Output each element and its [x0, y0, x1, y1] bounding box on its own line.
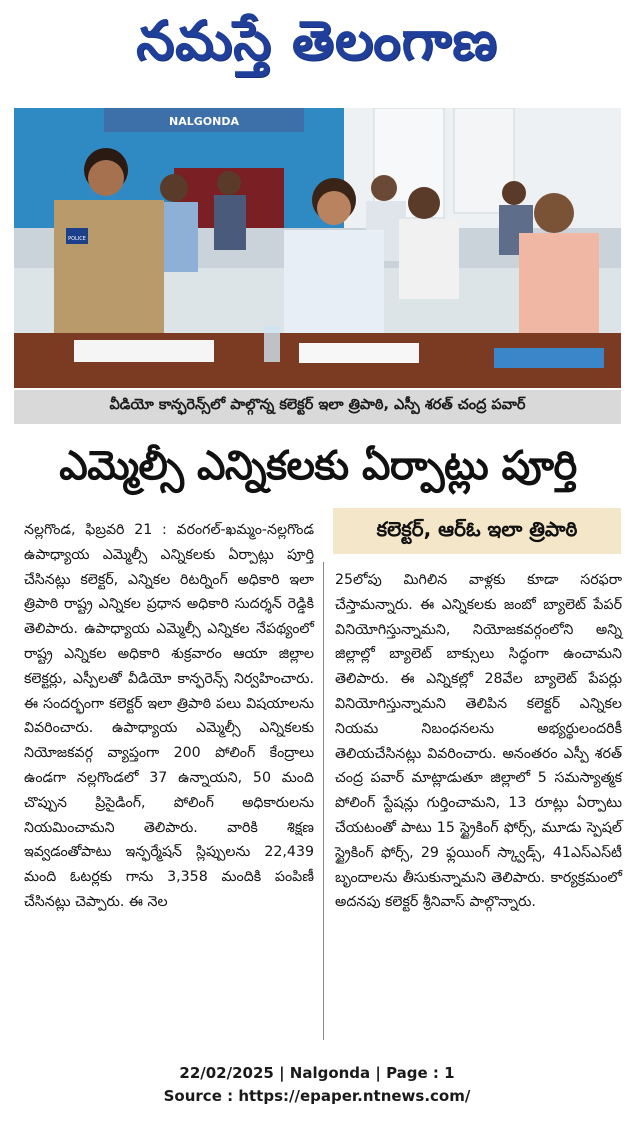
police-officer-left: [54, 200, 164, 350]
meeting-photo-illustration: [14, 108, 621, 388]
headline: ఎమ్మెల్సీ ఎన్నికలకు ఏర్పాట్లు పూర్తి: [59, 443, 577, 489]
article-right-text: 25లోపు మిగిలిన వాళ్లకు కూడా సరఫరా చేస్తామన్నారు. ఈ ఎన్నికలకు జంబో బ్యాలెట్ పేపర్ వినియోగిస్తున్నామని, నియోజకవర్గంలోని అన్ని జిల్లాల్లో బ్యాలెట్ బాక్సులు సిద్ధంగా ఉంచామని తెలిపారు. ఈ ఎన్నికల్లో 28వేల బ్యాలెట్ పేపర్లు వినియోగిస్తున్నామని తెలిపిన కలెక్టర్ ఎన్నికల నియమ నిబంధనలను అభ్యర్థులందరికీ తెలియచేసినట్లు వివరించారు. అనంతరం ఎస్పీ శరత్ చంద్ర పవార్ మాట్లాడుతూ జిల్లాలో 5 సమస్యాత్మక పోలింగ్ స్టేషన్లు గుర్తించామని, 13 రూట్లు ఏర్పాటు చేయటంతో పాటు 15 స్ట్రైకింగ్ ఫోర్స్, మూడు స్పెషల్ స్ట్రైకింగ్ ఫోర్స్, 29 ఫ్లయింగ్ స్క్వాడ్స్, 41ఎస్ఎస్‌టీ బృందాలను తీసుకున్నామని తెలిపారు. కార్యక్రమంలో అదనపు కలెక్టర్ శ్రీనివాస్ పాల్గొన్నారు.: [335, 572, 622, 911]
footer: [0, 1062, 634, 1108]
article-right-column: [335, 568, 622, 915]
news-photo: [14, 108, 621, 388]
column-divider: [323, 562, 324, 1040]
masthead: [0, 4, 634, 90]
police-badge-text: POLICE: [68, 236, 86, 242]
collector-center: [284, 230, 384, 340]
footer-source: Source : https://epaper.ntnews.com/: [163, 1087, 471, 1105]
photo-banner-text: NALGONDA: [169, 115, 239, 128]
newspaper-title: నమస్తే తెలంగాణ: [136, 8, 498, 72]
article-left-column: [24, 518, 314, 915]
footer-dateline: 22/02/2025 | Nalgonda | Page : 1: [179, 1064, 455, 1082]
officer-right: [519, 233, 599, 343]
photo-caption: వీడియో కాన్ఫరెన్స్‌లో పాల్గొన్న కలెక్టర్ ఇలా త్రిపాఠి, ఎస్పీ శరత్ చంద్ర పవార్: [14, 390, 621, 424]
subheadline: కలెక్టర్, ఆర్‌ఓ ఇలా త్రిపాఠి: [333, 508, 621, 554]
article-left-text: నల్లగొండ, ఫిబ్రవరి 21 : వరంగల్-ఖమ్మం-నల్లగొండ ఉపాధ్యాయ ఎమ్మెల్సీ ఎన్నికలకు ఏర్పాట్లు పూర్తి చేసినట్లు కలెక్టర్, ఎన్నికల రిటర్నింగ్ అధికారి ఇలా త్రిపాఠి రాష్ట్ర ఎన్నికల ప్రధాన అధికారి సుదర్శన్ రెడ్డికి తెలిపారు. ఉపాధ్యాయ ఎమ్మెల్సీ ఎన్నికల నేపథ్యంలో రాష్ట్ర ఎన్నికల అధికారి శుక్రవారం ఆయా జిల్లాల కలెక్టర్లు, ఎస్పీలతో వీడియో కాన్ఫరెన్స్ నిర్వహించారు. ఈ సందర్భంగా కలెక్టర్ ఇలా త్రిపాఠి పలు విషయాలను వివరించారు. ఉపాధ్యాయ ఎమ్మెల్సీ ఎన్నికలకు నియోజకవర్గ వ్యాప్తంగా 200 పోలింగ్ కేంద్రాలు ఉండగా నల్లగొండలో 37 ఉన్నాయని, 50 మంది చొప్పున ప్రిసైడింగ్, పోలింగ్ అధికారులను నియమించామని తెలిపారు. వారికి శిక్షణ ఇవ్వడంతోపాటు ఇన్ఫర్మేషన్ స్లిప్పులను 22,439 మంది ఓటర్లకు గాను 3,358 మందికి పంపిణీ చేసినట్లు చెప్పారు. ఈ నెల: [24, 522, 314, 910]
